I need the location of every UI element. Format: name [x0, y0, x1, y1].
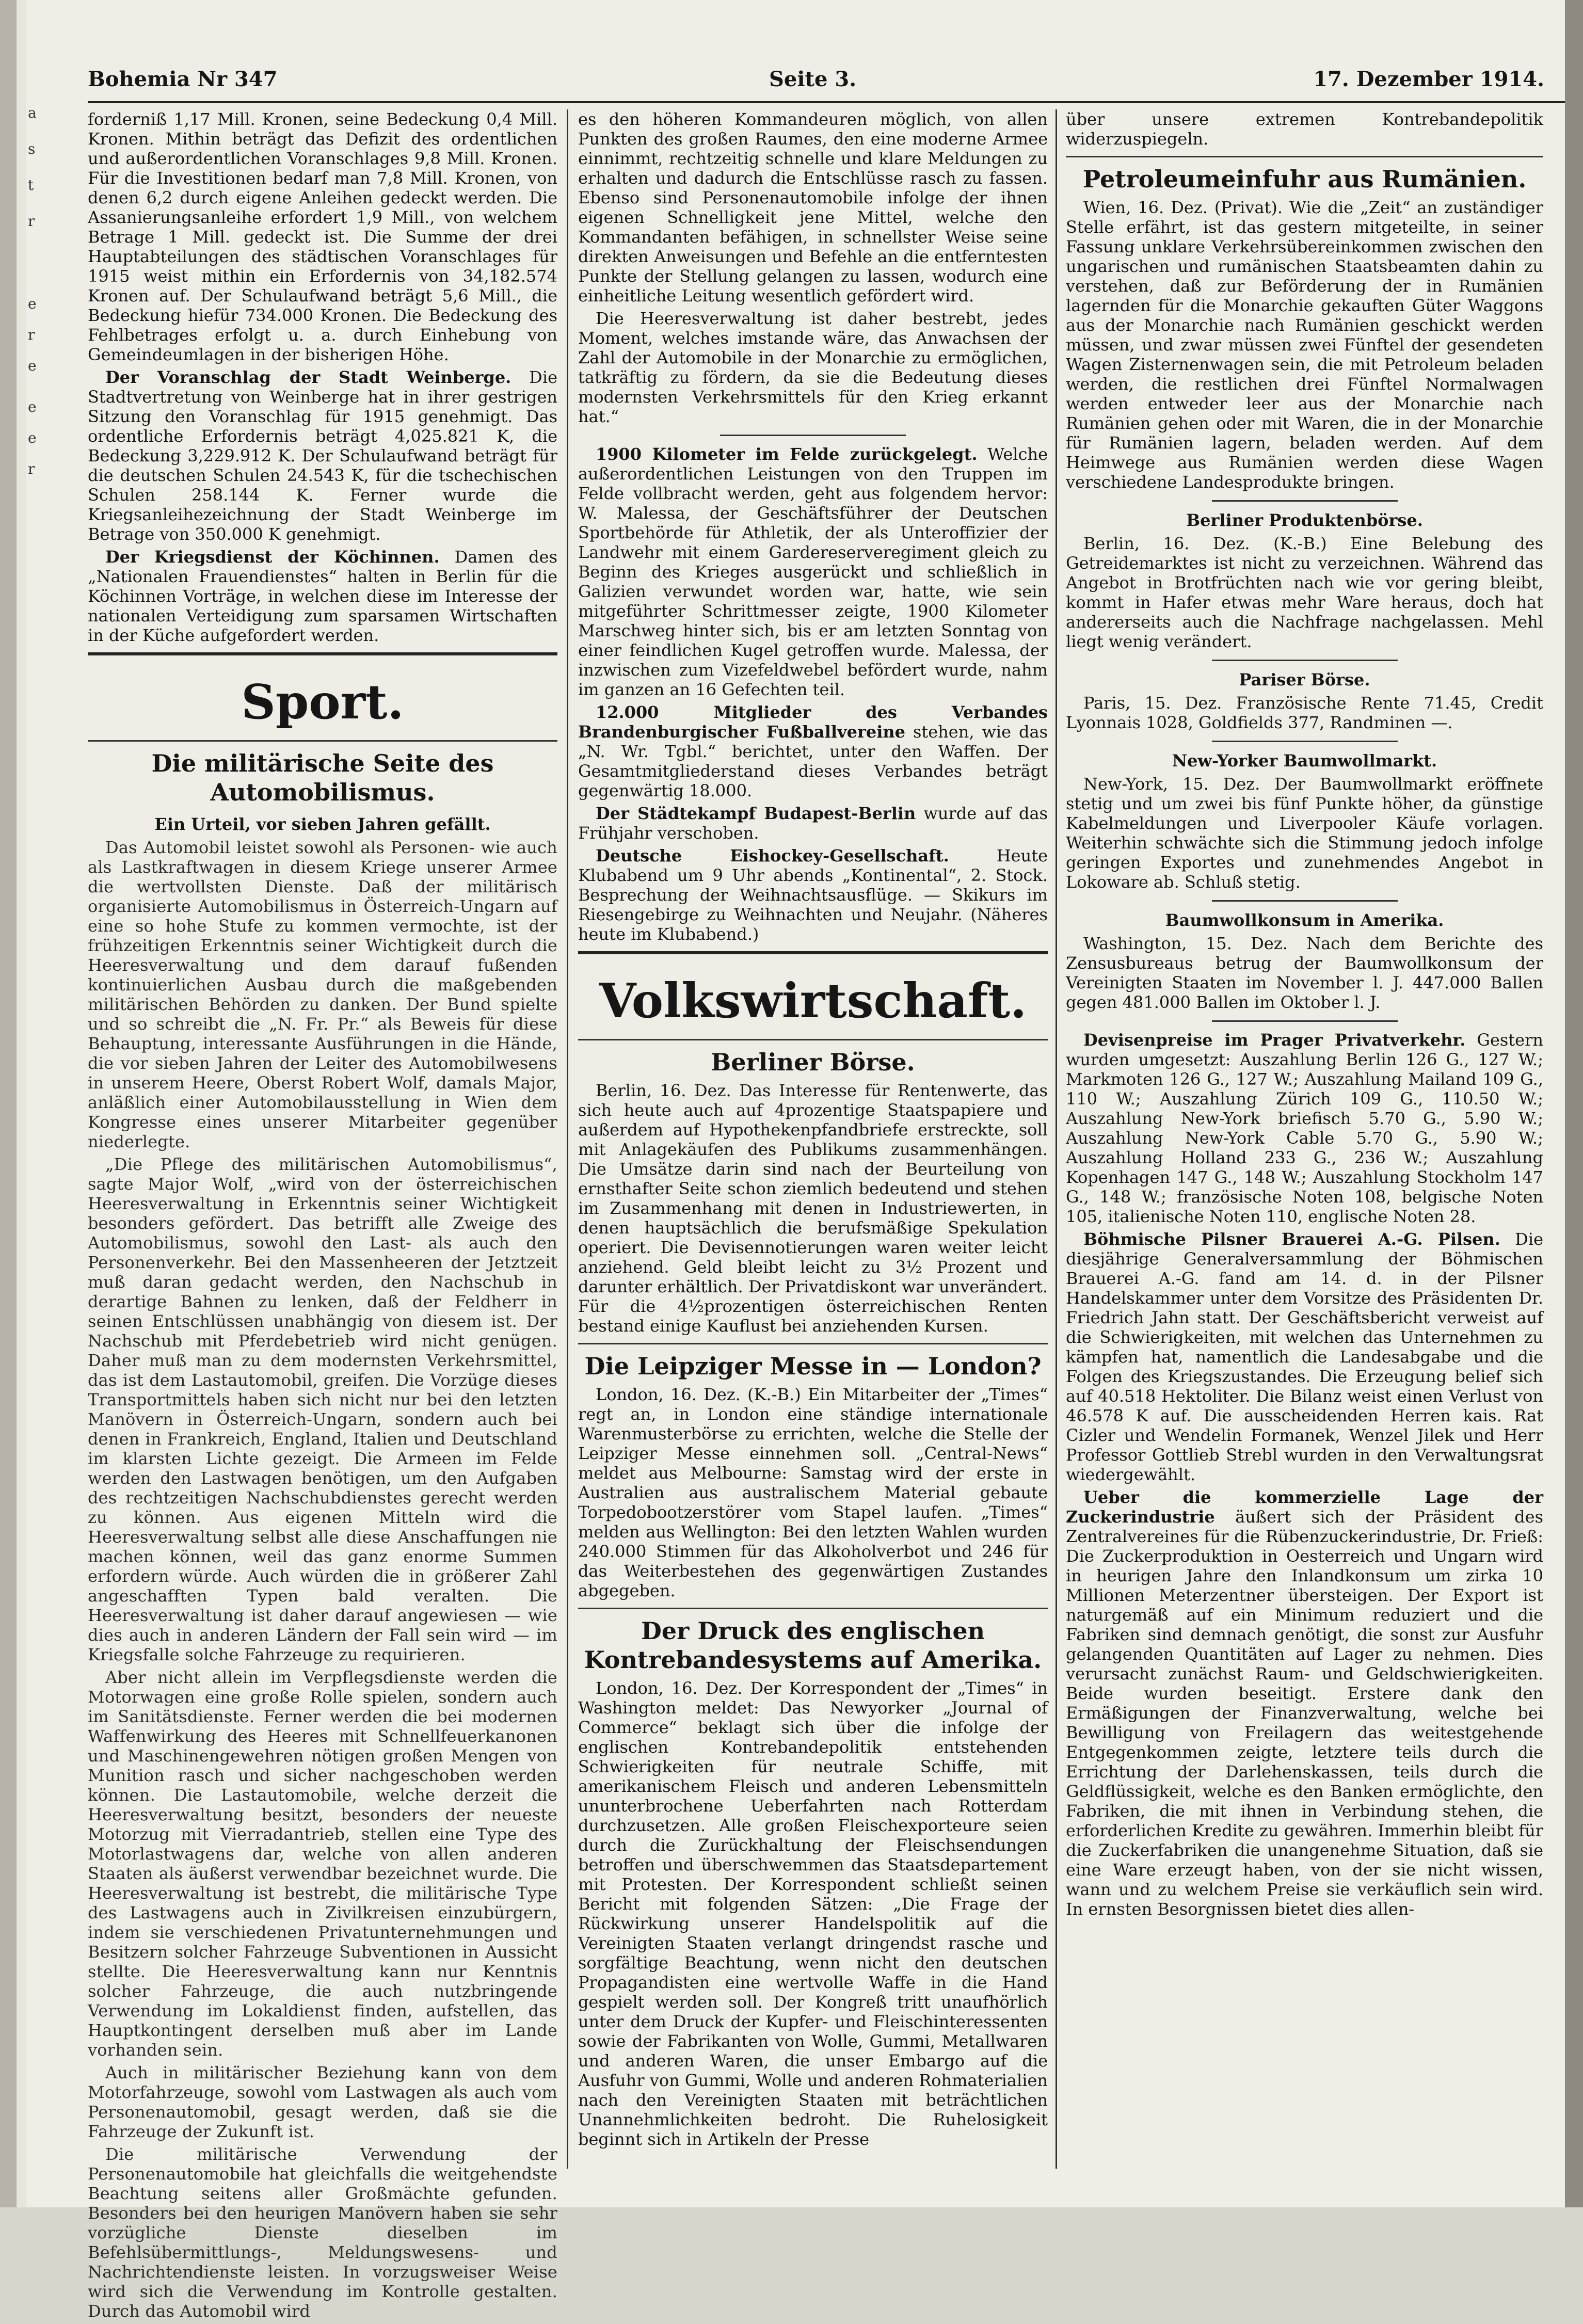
article-title: Die militärische Seite des Automobilismus.	[151, 749, 494, 806]
paragraph	[1066, 1487, 1543, 1919]
paragraph-heading: Deutsche Eishockey-Gesellschaft.	[596, 846, 949, 866]
paragraph: Washington, 15. Dez. Nach dem Berichte des Zensusbureaus betrug der Baumwollkonsum der Vereinigten Staaten im November l. J. 447.000 Ballen gegen 481.000 Ballen im Oktober l. J.	[1066, 934, 1543, 1012]
scan-edge-right	[1565, 0, 1583, 2207]
paragraph: New-York, 15. Dez. Der Baumwollmarkt eröffnete stetig und um zwei bis fünf Punkte höher, da günstige Kabelmeldungen und Liverpooler Käufe vorlagen. Weiterhin schwächte sich die Stimmung jedoch infolge geringen Exportes und zunehmendes Angebot in Lokoware ab. Schluß stetig.	[1066, 774, 1543, 892]
article-title: Petroleumeinfuhr aus Rumänien.	[1082, 165, 1527, 193]
margin-letter: e	[28, 295, 37, 312]
paragraph-text: wurde auf das Frühjahr verschoben.	[578, 804, 1048, 843]
paragraph	[578, 846, 1048, 944]
paragraph-text: Heute Klubabend um 9 Uhr abends „Kontinental“, 2. Stock. Besprechung der Weihnachtsausflüge. — Skikurs im Riesengebirge zu Weihnachten und Neujahr. (Näheres heute im Klubabend.)	[578, 846, 1048, 944]
paragraph-heading: Der Kriegsdienst der Köchinnen.	[105, 547, 440, 567]
column-3	[1066, 109, 1543, 1922]
paragraph	[88, 547, 557, 645]
paragraph: Berlin, 16. Dez. (K.-B.) Eine Belebung des Getreidemarktes ist nicht zu verzeichnen. Während das Angebot in Brotfrüchten nach wie vor gering bleibt, kommt in Hafer etwas mehr Ware heraus, doch hat andererseits auch die Nachfrage nachgelassen. Mehl liegt wenig verändert.	[1066, 534, 1543, 651]
paragraph: Wien, 16. Dez. (Privat). Wie die „Zeit“ an zuständiger Stelle erfährt, ist das gestern mitgeteilte, in seiner Fassung unklare Verkehrsübereinkommen zwischen den ungarischen und rumänischen Staatsbeamten dahin zu verstehen, daß zur Beförderung der in Rumänien lagernden für die Monarchie gekauften Güter Waggons aus der Monarchie nach Rumänien geschickt werden müssen, und zwar müssen zwei Fünftel der gesendeten Wagen Zisternenwagen sein, die mit Petroleum beladen werden, die restlichen drei Fünftel Normalwagen werden entweder leer aus der Monarchie nach Rumänien gehen oder mit Waren, die in der Monarchie für Rumänien lagern, beladen werden. Auf dem Heimwege aus Rumänien werden diese Wagen verschiedene Landesprodukte bringen.	[1066, 198, 1543, 492]
divider	[88, 740, 557, 742]
header-publication: Bohemia Nr 347	[88, 67, 278, 91]
margin-letter: r	[28, 213, 35, 230]
divider	[1066, 156, 1543, 157]
header-page-number: Seite 3.	[769, 67, 857, 91]
header-date: 17. Dezember 1914.	[1313, 67, 1544, 91]
divider	[1212, 660, 1398, 661]
article-title: New-Yorker Baumwollmarkt.	[1172, 751, 1437, 771]
paragraph-heading: Der Voranschlag der Stadt Weinberge.	[105, 367, 511, 387]
paragraph-text: Die diesjährige Generalversammlung der Böhmischen Brauerei A.-G. fand am 14. d. in der Pilsner Handelskammer unter dem Vorsitze des Präsidenten Dr. Friedrich Jahn statt. Der Geschäftsbericht verweist auf die Schwierigkeiten, mit welchen das Unternehmen zu kämpfen hat, namentlich die Landesabgabe und die Folgen des Kriegszustandes. Die Erzeugung belief sich auf 40.518 Hektoliter. Die Bilanz weist einen Verlust von 46.578 K auf. Die ausscheidenden Herren kais. Rat Cizler und Wendelin Formanek, Wenzel Jilek und Herr Professor Gottlieb Strebl wurden in den Verwaltungsrat wiedergewählt.	[1066, 1229, 1543, 1484]
paragraph: Paris, 15. Dez. Französische Rente 71.45, Credit Lyonnais 1028, Goldfields 377, Randminen —.	[1066, 693, 1543, 732]
section-divider	[88, 652, 557, 655]
scan-edge-left-inner	[17, 0, 26, 2207]
paragraph: London, 16. Dez. (K.-B.) Ein Mitarbeiter der „Times“ regt an, in London eine ständige internationale Warenmusterbörse zu errichten, welche die Stelle der Leipziger Messe einnehmen soll. „Central-News“ meldet aus Melbourne: Samstag wird der erste in Australien aus australischem Material gebaute Torpedobootzerstörer vom Stapel laufen. „Times“ melden aus Wellington: Bei den letzten Wahlen wurden 240.000 Stimmen für das Alkoholverbot und 246 für das Weiterbestehen des gegenwärtigen Zustandes abgegeben.	[578, 1385, 1048, 1600]
paragraph-text: Damen des „Nationalen Frauendienstes“ halten in Berlin für die Köchinnen Vorträge, in welchen diese im Interesse der nationalen Verteidigung zum sparsamen Wirtschaften in der Küche aufgefordert werden.	[88, 547, 558, 645]
paragraph-text: Die Stadtvertretung von Weinberge hat in ihrer gestrigen Sitzung den Voranschlag für 1915 genehmigt. Das ordentliche Erfordernis beträgt 4,025.821 K, die Bedeckung 3,229.912 K. Der Schulaufwand beträgt für die deutschen Schulen 24.543 K, für die tschechischen Schulen 258.144 K. Ferner wurde die Kriegsanleihezeichnung der Stadt Weinberge im Betrage von 350.000 K genehmigt.	[88, 367, 558, 544]
paragraph	[578, 444, 1048, 699]
paragraph-heading: Böhmische Pilsner Brauerei A.-G. Pilsen.	[1083, 1229, 1500, 1249]
article-title: Berliner Produktenbörse.	[1186, 510, 1423, 530]
paragraph	[1066, 1030, 1543, 1226]
divider	[578, 1343, 1048, 1344]
paragraph-text: äußert sich der Präsident des Zentralvereines für die Rübenzuckerindustrie, Dr. Frieß: Die Zuckerproduktion in Oesterreich und Ungarn wird in heurigen Jahre den Inlandkonsum um zirka 10 Millionen Meterzentner übersteigen. Der Export ist naturgemäß auf ein Minimum reduziert und die Fabriken sind demnach genötigt, die sonst zur Ausfuhr gelangenden Quantitäten auf Lager zu nehmen. Dies verursacht zunächst Raum- und Geldschwierigkeiten. Beide wurden beseitigt. Erstere dank den Ermäßigungen der Finanzverwaltung, welche bei Bewilligung von Freilagern das weitestgehende Entgegenkommen zeigte, letztere teils durch die Errichtung der Darlehenskassen, teils durch die Geldflüssigkeit, welche es den Banken ermöglichte, den Fabriken, die mit ihnen in Verbindung stehen, die erforderlichen Kredite zu gewähren. Immerhin bleibt für die Zuckerfabriken die unangenehme Situation, daß sie eine Ware erzeugt haben, von der sie nicht wissen, wann und zu welchem Preise sie verkäuflich sein wird. In ernsten Besorgnissen bietet dies allen-	[1066, 1507, 1543, 1919]
paragraph-heading: Devisenpreise im Prager Privatverkehr.	[1083, 1030, 1466, 1050]
margin-letter: r	[28, 460, 35, 477]
paragraph: London, 16. Dez. Der Korrespondent der „Times“ in Washington meldet: Das Newyorker „Journal of Commerce“ beklagt sich über die infolge der englischen Kontrebandepolitik entstehenden Schwierigkeiten für neutrale Schiffe, mit amerikanischem Fleisch und anderen Lebensmitteln ununterbrochene Ueberfahrten nach Rotterdam durchzusetzen. Alle großen Fleischexporteure seien durch die Zurückhaltung der Fleischsendungen betroffen und überschwemmen das Staatsdepartement mit Protesten. Der Korrespondent schließt seinen Bericht mit folgenden Sätzen: „Die Frage der Rückwirkung unserer Handelspolitik auf die Vereinigten Staaten verlangt dringendst rasche und sorgfältige Beachtung, wenn nicht den deutschen Propagandisten eine wertvolle Waffe in die Hand gespielt werden soll. Der Kongreß tritt unaufhörlich unter dem Druck der Kupfer- und Fleischinteressenten sowie der Fabrikanten von Wolle, Gummi, Metallwaren und anderen Waren, die unser Embargo auf die Ausfuhr von Gummi, Wolle und anderen Rohmaterialien nach den Vereinigten Staaten mit beträchtlichen Unannehmlichkeiten bedroht. Die Ruhelosigkeit beginnt sich in Artikeln der Presse	[578, 1678, 1048, 2149]
paragraph: Aber nicht allein im Verpflegsdienste werden die Motorwagen eine große Rolle spielen, sondern auch im Sanitätsdienste. Ferner werden die bei modernen Waffenwirkung des Heeres mit Schnellfeuerkanonen und Maschinengewehren nötigen großen Mengen von Munition rasch und sicher nachgeschoben werden können. Die Lastautomobile, welche derzeit die Heeresverwaltung besitzt, besonders der neueste Motorzug mit Vierradantrieb, stellen eine Type des Motorlastwagens dar, welche von allen anderen Staaten als äußerst verwendbar bezeichnet wurde. Die Heeresverwaltung ist bestrebt, die militärische Type des Lastwagens auch in Zivilkreisen einzubürgern, indem sie verschiedenen Privatunternehmungen und Besitzern solcher Fahrzeuge Subventionen in Aussicht stellte. Die Heeresverwaltung kann nur Kenntnis solcher Fahrzeuge, die auch nutzbringende Verwendung im Lokaldienst finden, aufstellen, das Hauptkontingent derselben muß aber im Lande vorhanden sein.	[88, 1668, 557, 2060]
paragraph: Berlin, 16. Dez. Das Interesse für Rentenwerte, das sich heute auch auf 4prozentige Staatspapiere und außerdem auf Hypothekenpfandbriefe erstreckte, soll mit Anlagekäufen des Publikums zusammenhängen. Die Umsätze darin sind nach der Beurteilung von ernsthafter Seite schon ziemlich bedeutend und stehen im Zusammenhang mit denen in Industriewerten, in denen hauptsächlich die berufsmäßige Spekulation operiert. Die Devisennotierungen waren weiter leicht anziehend. Geld bleibt leicht zu 3½ Prozent und darunter erhältlich. Der Privatdiskont war unverändert. Für die 4½prozentigen österreichischen Renten bestand einige Kauflust bei anziehenden Kursen.	[578, 1081, 1048, 1336]
divider	[1212, 741, 1398, 742]
column-rule	[567, 109, 568, 2169]
article-title: Der Druck des englischen Kontrebandesystems auf Amerika.	[584, 1617, 1042, 1674]
section-title-volkswirtschaft: Volkswirtschaft.	[599, 973, 1027, 1029]
paragraph	[1066, 1229, 1543, 1484]
margin-letter: e	[28, 398, 37, 415]
paragraph	[578, 702, 1048, 800]
article-title: Baumwollkonsum in Amerika.	[1165, 910, 1444, 930]
column-1	[88, 109, 557, 2324]
margin-letter: e	[28, 357, 37, 374]
divider	[578, 1039, 1048, 1040]
paragraph: es den höheren Kommandeuren möglich, von allen Punkten des großen Raumes, den eine moderne Armee einnimmt, rechtzeitig schnelle und klare Meldungen zu erhalten und dadurch die Entschlüsse rasch zu fassen. Ebenso sind Personenautomobile infolge der ihnen eigenen Schnelligkeit jene Mittel, welche den Kommandanten befähigen, in schnellster Weise seine direkten Anweisungen und Befehle an die entferntesten Punkte der Stellung gelangen zu lassen, wodurch eine einheitliche Leitung wesentlich gefördert wird.	[578, 109, 1048, 306]
column-2	[578, 109, 1048, 2152]
section-title-sport: Sport.	[241, 674, 404, 730]
paragraph-heading: Ueber die kommerzielle Lage der Zuckerindustrie	[1066, 1487, 1543, 1527]
article-title: Berliner Börse.	[711, 1048, 915, 1076]
column-rule	[1056, 109, 1057, 2169]
paragraph	[578, 804, 1048, 843]
paragraph: Die Heeresverwaltung ist daher bestrebt, jedes Moment, welches imstande wäre, das Anwachsen der Zahl der Automobile in der Monarchie zu ermöglichen, tatkräftig zu fördern, da sie die Bedeutung dieses modernsten Verkehrsmittels für den Krieg erkannt hat.“	[578, 309, 1048, 426]
paragraph: Auch in militärischer Beziehung kann von dem Motorfahrzeuge, sowohl vom Lastwagen als auch vom Personenautomobil, gesagt werden, daß sie die Fahrzeuge der Zukunft ist.	[88, 2063, 557, 2141]
paragraph-text: stehen, wie das „N. Wr. Tgbl.“ berichtet, unter den Waffen. Der Gesamtmitgliederstand dieses Verbandes beträgt gegenwärtig 18.000.	[578, 722, 1048, 800]
paragraph-heading: Der Städtekampf Budapest-Berlin	[596, 804, 916, 823]
newspaper-page	[26, 0, 1565, 2321]
paragraph	[88, 367, 557, 544]
divider	[1212, 1020, 1398, 1022]
divider	[720, 435, 906, 436]
paragraph: über unsere extremen Kontrebandepolitik widerzuspiegeln.	[1066, 109, 1543, 149]
margin-letter: t	[28, 177, 34, 194]
paragraph-heading: 12.000 Mitglieder des Verbandes Brandenburgischer Fußballvereine	[578, 702, 1048, 742]
divider	[578, 1608, 1048, 1609]
section-divider	[578, 951, 1048, 954]
scan-edge-left	[0, 0, 17, 2207]
divider	[1212, 500, 1398, 502]
article-subtitle: Ein Urteil, vor sieben Jahren gefällt.	[154, 814, 491, 834]
paragraph: „Die Pflege des militärischen Automobilismus“, sagte Major Wolf, „wird von der österreichischen Heeresverwaltung in Erkenntnis seiner Wichtigkeit besonders gefördert. Das betrifft alle Zweige des Automobilismus, sowohl den Last- als auch den Personenverkehr. Bei den Massenheeren der Jetztzeit muß daran gedacht werden, den Nachschub in derartige Bahnen zu lenken, daß der Feldherr in seinen Entschlüssen unabhängig von diesem ist. Der Nachschub mit Pferdebetrieb wird nicht genügen. Daher muß man zu dem modernsten Verkehrsmittel, das ist dem Lastautomobil, greifen. Die Vorzüge dieses Transportmittels haben sich nicht nur bei den letzten Manövern in Österreich-Ungarn, sondern auch bei denen in Frankreich, England, Italien und Deutschland im klarsten Lichte gezeigt. Die Armeen im Felde werden den Lastwagen benötigen, um den Aufgaben des rechtzeitigen Nachschubdienstes gerecht werden zu können. Aus eigenen Mitteln wird die Heeresverwaltung selbst alle diese Anschaffungen nie machen können, weil das ganz enorme Summen erfordern würde. Auch würden die in größerer Zahl angeschafften Typen bald veralten. Die Heeresverwaltung ist daher darauf angewiesen — wie dies auch in anderen Ländern der Fall sein wird — im Kriegsfalle solche Fahrzeuge zu requirieren.	[88, 1155, 557, 1664]
paragraph: Das Automobil leistet sowohl als Personen- wie auch als Lastkraftwagen in diesem Kriege unserer Armee die wertvollsten Dienste. Daß der militärisch organisierte Automobilismus in Österreich-Ungarn auf eine so hohe Stufe zu kommen vermochte, ist der frühzeitigen Erkenntnis seiner Wichtigkeit durch die Heeresverwaltung und dem darauf fußenden kontinuierlichen Ausbau durch die maßgebenden militärischen Behörden zu danken. Der Bund spielte und so schreibt die „N. Fr. Pr.“ als Beweis für diese Behauptung, interessante Ausführungen in die Hände, die vor sieben Jahren der Leiter des Automobilwesens in unserem Heere, Oberst Robert Wolf, damals Major, anläßlich einer Automobilausstellung in Wien dem Kongresse eines unserer Mitarbeiter gegenüber niederlegte.	[88, 838, 557, 1151]
paragraph: Die militärische Verwendung der Personenautomobile hat gleichfalls die weitgehendste Beachtung seitens aller Großmächte gefunden. Besonders bei den heurigen Manövern haben sie sehr vorzügliche Dienste dieselben im Befehlsübermittlungs-, Meldungswesens- und Nachrichtendienste leisten. In vorzugsweiser Weise wird sich die Verwendung im Kontrolle gestalten. Durch das Automobil wird	[88, 2144, 557, 2321]
margin-letter: a	[28, 104, 37, 121]
paragraph-heading: 1900 Kilometer im Felde zurückgelegt.	[596, 444, 978, 464]
margin-letter: e	[28, 429, 37, 446]
paragraph-text: Gestern wurden umgesetzt: Auszahlung Berlin 126 G., 127 W.; Markmoten 126 G., 127 W.; Auszahlung Mailand 109 G., 110 W.; Auszahlung Zürich 109 G., 110.50 W.; Auszahlung New-York briefisch 5.70 G., 5.90 W.; Auszahlung New-York Cable 5.70 G., 5.90 W.; Auszahlung Holland 233 G., 236 W.; Auszahlung Kopenhagen 147 G., 148 W.; Auszahlung Stockholm 147 G., 148 W.; französische Noten 108, belgische Noten 105, italienische Noten 110, englische Noten 28.	[1066, 1030, 1544, 1226]
header-rule	[88, 101, 1565, 103]
divider	[1212, 900, 1398, 902]
margin-letter: s	[28, 140, 36, 157]
margin-letter: r	[28, 326, 35, 343]
paragraph: forderniß 1,17 Mill. Kronen, seine Bedeckung 0,4 Mill. Kronen. Mithin beträgt das Defizit des ordentlichen und außerordentlichen Voranschlages 9,8 Mill. Kronen. Für die Investitionen bedarf man 7,8 Mill. Kronen, von denen 6,2 durch eigene Anleihen gedeckt werden. Die Assanierungsanleihe erfordert 1,9 Mill., von welchem Betrage 1 Mill. gedeckt ist. Die Summe der drei Hauptabteilungen des städtischen Voranschlages für 1915 weist mithin ein Erfordernis von 34,182.574 Kronen auf. Der Schulaufwand beträgt 5,6 Mill., die Bedeckung hiefür 734.000 Kronen. Die Bedeckung des Fehlbetrages erfolgt u. a. durch Einhebung von Gemeindeumlagen in der bisherigen Höhe.	[88, 109, 557, 364]
page-header	[88, 67, 1544, 103]
article-title: Die Leipziger Messe in — London?	[584, 1352, 1042, 1380]
paragraph-text: Welche außerordentlichen Leistungen von den Truppen im Felde vollbracht werden, geht aus folgendem hervor: W. Malessa, der Geschäftsführer der Deutschen Sportbehörde für Athletik, der als Unteroffizier der Landwehr mit einem Gardereserveregiment gleich zu Beginn des Krieges ausgerückt und schließlich in Galizien verwundet worden war, hatte, wie sein mitgeführter Schrittmesser zeigte, 1900 Kilometer Marschweg hinter sich, bis er am letzten Sonntag von einer feindlichen Kugel getroffen wurde. Malessa, der inzwischen zum Vizefeldwebel befördert wurde, nahm im ganzen an 16 Gefechten teil.	[578, 444, 1048, 699]
article-title: Pariser Börse.	[1239, 670, 1370, 690]
